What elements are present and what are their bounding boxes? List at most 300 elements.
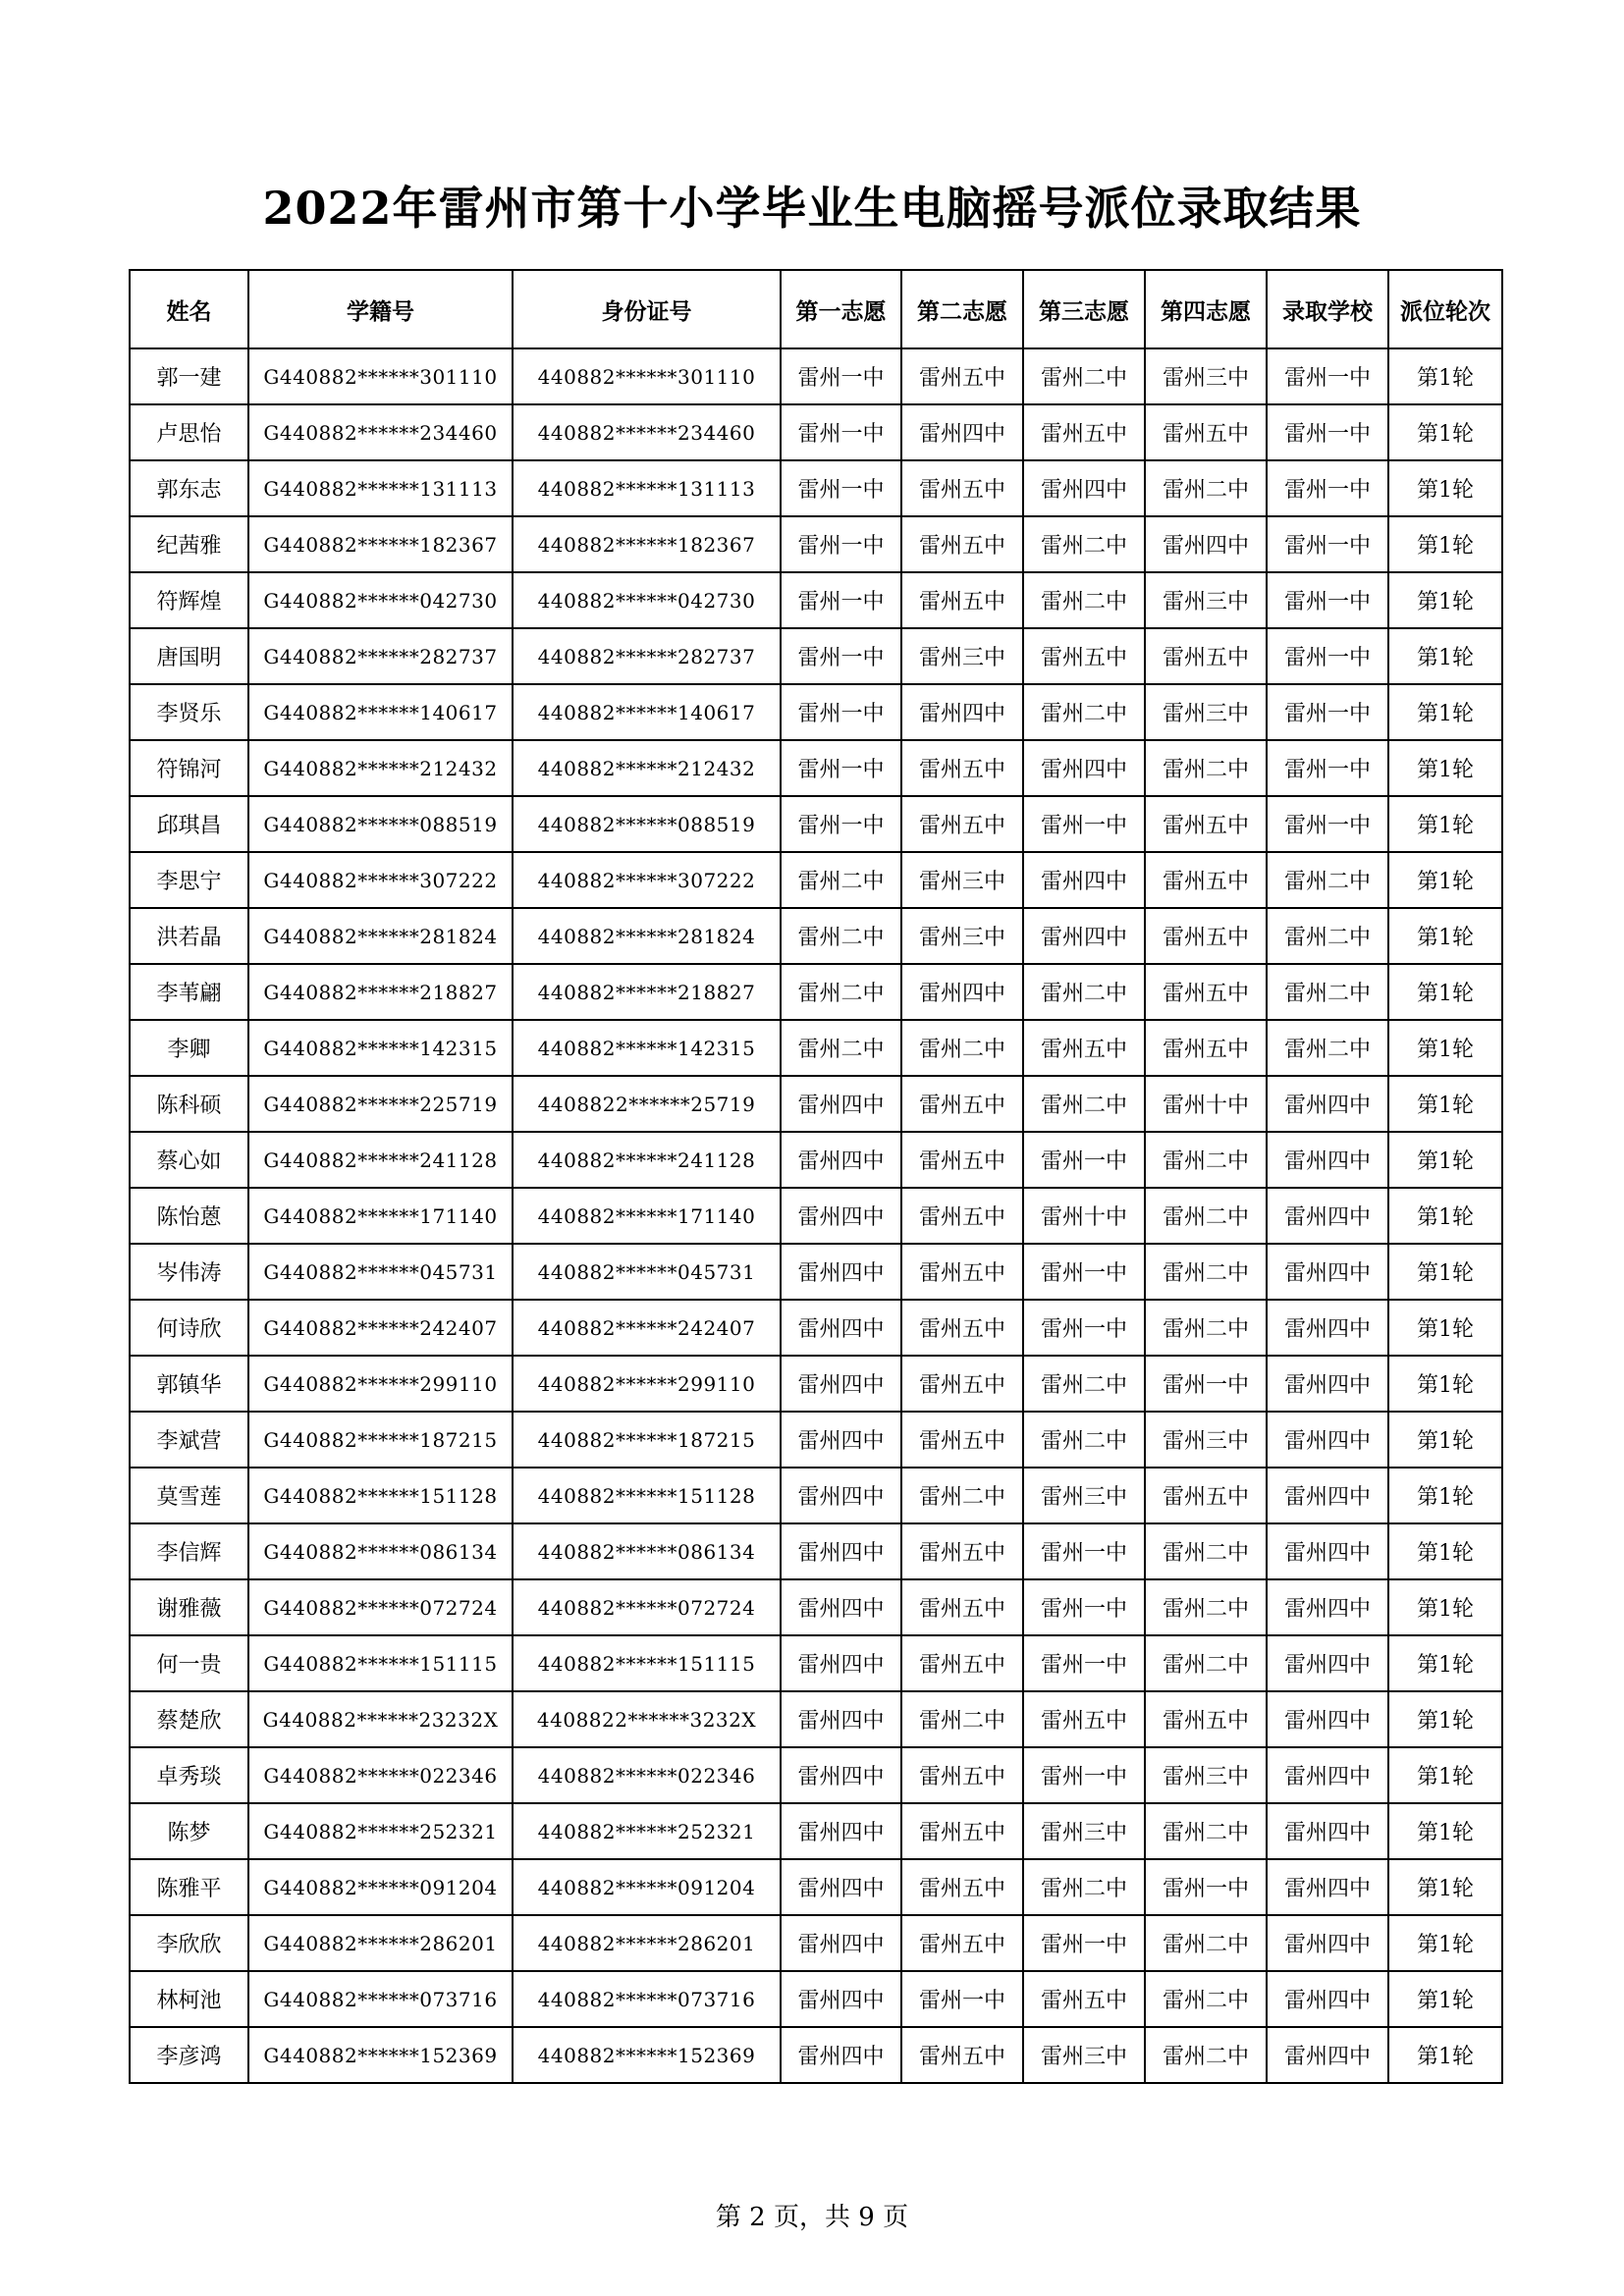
- table-row: [130, 1803, 1502, 1859]
- cell-choice-1: 雷州一中: [781, 460, 901, 516]
- cell-choice-4: 雷州四中: [1145, 516, 1267, 572]
- cell-admitted-school: 雷州一中: [1267, 348, 1388, 404]
- cell-choice-1: 雷州一中: [781, 740, 901, 796]
- cell-name: 郭东志: [130, 460, 248, 516]
- cell-choice-3: 雷州三中: [1023, 1803, 1145, 1859]
- cell-choice-1: 雷州四中: [781, 1971, 901, 2027]
- cell-name: 郭镇华: [130, 1356, 248, 1412]
- cell-student-id: G440882******088519: [248, 796, 513, 852]
- cell-student-id: G440882******23232X: [248, 1691, 513, 1747]
- table-body: [130, 348, 1502, 2083]
- cell-id-number: 440882******212432: [513, 740, 781, 796]
- cell-student-id: G440882******281824: [248, 908, 513, 964]
- cell-choice-4: 雷州五中: [1145, 1468, 1267, 1523]
- cell-round: 第1轮: [1388, 348, 1502, 404]
- table-row: [130, 1188, 1502, 1244]
- table-row: [130, 572, 1502, 628]
- table-row: [130, 2027, 1502, 2083]
- cell-id-number: 440882******151115: [513, 1635, 781, 1691]
- cell-admitted-school: 雷州四中: [1267, 1747, 1388, 1803]
- cell-student-id: G440882******022346: [248, 1747, 513, 1803]
- cell-choice-4: 雷州五中: [1145, 1691, 1267, 1747]
- cell-admitted-school: 雷州一中: [1267, 740, 1388, 796]
- cell-id-number: 440882******187215: [513, 1412, 781, 1468]
- cell-name: 谢雅薇: [130, 1579, 248, 1635]
- cell-choice-1: 雷州二中: [781, 852, 901, 908]
- cell-student-id: G440882******140617: [248, 684, 513, 740]
- cell-choice-2: 雷州五中: [901, 516, 1023, 572]
- cell-choice-2: 雷州五中: [901, 1635, 1023, 1691]
- cell-admitted-school: 雷州四中: [1267, 1076, 1388, 1132]
- cell-choice-3: 雷州五中: [1023, 404, 1145, 460]
- cell-choice-4: 雷州五中: [1145, 1020, 1267, 1076]
- cell-choice-4: 雷州十中: [1145, 1076, 1267, 1132]
- cell-id-number: 440882******242407: [513, 1300, 781, 1356]
- cell-choice-2: 雷州五中: [901, 796, 1023, 852]
- cell-choice-3: 雷州二中: [1023, 516, 1145, 572]
- cell-choice-4: 雷州三中: [1145, 1412, 1267, 1468]
- cell-choice-2: 雷州三中: [901, 628, 1023, 684]
- cell-choice-4: 雷州二中: [1145, 1803, 1267, 1859]
- cell-name: 蔡楚欣: [130, 1691, 248, 1747]
- cell-choice-1: 雷州四中: [781, 1803, 901, 1859]
- cell-name: 纪茜雅: [130, 516, 248, 572]
- cell-choice-4: 雷州二中: [1145, 1132, 1267, 1188]
- table-row: [130, 1132, 1502, 1188]
- cell-admitted-school: 雷州一中: [1267, 684, 1388, 740]
- cell-name: 邱琪昌: [130, 796, 248, 852]
- cell-choice-1: 雷州四中: [781, 1747, 901, 1803]
- cell-choice-1: 雷州一中: [781, 348, 901, 404]
- table-row: [130, 348, 1502, 404]
- cell-round: 第1轮: [1388, 572, 1502, 628]
- cell-admitted-school: 雷州四中: [1267, 1579, 1388, 1635]
- cell-id-number: 440882******307222: [513, 852, 781, 908]
- cell-name: 陈怡蒽: [130, 1188, 248, 1244]
- cell-admitted-school: 雷州四中: [1267, 1859, 1388, 1915]
- cell-admitted-school: 雷州四中: [1267, 1691, 1388, 1747]
- table-row: [130, 1859, 1502, 1915]
- table-row: [130, 796, 1502, 852]
- cell-name: 郭一建: [130, 348, 248, 404]
- table-row: [130, 1244, 1502, 1300]
- cell-admitted-school: 雷州四中: [1267, 1803, 1388, 1859]
- cell-name: 李斌营: [130, 1412, 248, 1468]
- cell-id-number: 440882******072724: [513, 1579, 781, 1635]
- cell-round: 第1轮: [1388, 740, 1502, 796]
- cell-id-number: 440882******086134: [513, 1523, 781, 1579]
- cell-student-id: G440882******142315: [248, 1020, 513, 1076]
- cell-choice-4: 雷州二中: [1145, 740, 1267, 796]
- cell-name: 卢思怡: [130, 404, 248, 460]
- cell-choice-2: 雷州五中: [901, 1244, 1023, 1300]
- cell-admitted-school: 雷州一中: [1267, 460, 1388, 516]
- table-row: [130, 1915, 1502, 1971]
- cell-admitted-school: 雷州四中: [1267, 1300, 1388, 1356]
- cell-student-id: G440882******152369: [248, 2027, 513, 2083]
- cell-student-id: G440882******242407: [248, 1300, 513, 1356]
- cell-choice-1: 雷州四中: [781, 1915, 901, 1971]
- cell-choice-3: 雷州一中: [1023, 1635, 1145, 1691]
- cell-id-number: 440882******088519: [513, 796, 781, 852]
- cell-round: 第1轮: [1388, 1412, 1502, 1468]
- cell-choice-1: 雷州一中: [781, 572, 901, 628]
- table-row: [130, 1747, 1502, 1803]
- cell-choice-4: 雷州三中: [1145, 1747, 1267, 1803]
- cell-name: 蔡心如: [130, 1132, 248, 1188]
- cell-round: 第1轮: [1388, 852, 1502, 908]
- cell-name: 何一贵: [130, 1635, 248, 1691]
- table-row: [130, 684, 1502, 740]
- cell-name: 陈雅平: [130, 1859, 248, 1915]
- cell-name: 林柯池: [130, 1971, 248, 2027]
- cell-choice-2: 雷州三中: [901, 908, 1023, 964]
- cell-choice-1: 雷州四中: [781, 1244, 901, 1300]
- cell-choice-2: 雷州五中: [901, 460, 1023, 516]
- table-row: [130, 852, 1502, 908]
- page-footer: 第 2 页，共 9 页: [715, 2203, 909, 2232]
- cell-choice-4: 雷州二中: [1145, 1635, 1267, 1691]
- cell-round: 第1轮: [1388, 964, 1502, 1020]
- cell-choice-4: 雷州二中: [1145, 1971, 1267, 2027]
- cell-id-number: 440882******140617: [513, 684, 781, 740]
- cell-choice-1: 雷州四中: [781, 1356, 901, 1412]
- table-row: [130, 1523, 1502, 1579]
- cell-choice-2: 雷州五中: [901, 572, 1023, 628]
- cell-choice-3: 雷州五中: [1023, 1971, 1145, 2027]
- cell-choice-1: 雷州四中: [781, 1132, 901, 1188]
- cell-student-id: G440882******072724: [248, 1579, 513, 1635]
- cell-choice-1: 雷州四中: [781, 1076, 901, 1132]
- cell-name: 唐国明: [130, 628, 248, 684]
- table-row: [130, 1468, 1502, 1523]
- cell-student-id: G440882******073716: [248, 1971, 513, 2027]
- cell-round: 第1轮: [1388, 2027, 1502, 2083]
- cell-choice-3: 雷州五中: [1023, 1020, 1145, 1076]
- cell-choice-3: 雷州二中: [1023, 1412, 1145, 1468]
- cell-choice-1: 雷州一中: [781, 516, 901, 572]
- cell-student-id: G440882******086134: [248, 1523, 513, 1579]
- cell-admitted-school: 雷州四中: [1267, 1971, 1388, 2027]
- cell-choice-3: 雷州二中: [1023, 964, 1145, 1020]
- cell-student-id: G440882******234460: [248, 404, 513, 460]
- cell-choice-3: 雷州五中: [1023, 1691, 1145, 1747]
- cell-choice-3: 雷州四中: [1023, 852, 1145, 908]
- cell-choice-2: 雷州五中: [901, 1915, 1023, 1971]
- cell-choice-4: 雷州二中: [1145, 1915, 1267, 1971]
- cell-id-number: 440882******131113: [513, 460, 781, 516]
- cell-name: 李信辉: [130, 1523, 248, 1579]
- cell-round: 第1轮: [1388, 796, 1502, 852]
- cell-id-number: 440882******152369: [513, 2027, 781, 2083]
- cell-choice-1: 雷州一中: [781, 796, 901, 852]
- cell-choice-2: 雷州五中: [901, 1747, 1023, 1803]
- cell-admitted-school: 雷州一中: [1267, 516, 1388, 572]
- cell-choice-2: 雷州五中: [901, 1188, 1023, 1244]
- cell-choice-3: 雷州一中: [1023, 1244, 1145, 1300]
- cell-choice-2: 雷州一中: [901, 1971, 1023, 2027]
- cell-id-number: 440882******022346: [513, 1747, 781, 1803]
- cell-name: 李贤乐: [130, 684, 248, 740]
- cell-name: 李欣欣: [130, 1915, 248, 1971]
- cell-choice-3: 雷州四中: [1023, 460, 1145, 516]
- cell-choice-2: 雷州五中: [901, 1132, 1023, 1188]
- column-header-student-id: 学籍号: [248, 270, 513, 348]
- cell-choice-3: 雷州一中: [1023, 796, 1145, 852]
- cell-admitted-school: 雷州四中: [1267, 1244, 1388, 1300]
- cell-round: 第1轮: [1388, 1523, 1502, 1579]
- column-header-choice-3: 第三志愿: [1023, 270, 1145, 348]
- cell-choice-2: 雷州二中: [901, 1020, 1023, 1076]
- cell-round: 第1轮: [1388, 1188, 1502, 1244]
- table-row: [130, 1635, 1502, 1691]
- cell-choice-4: 雷州二中: [1145, 2027, 1267, 2083]
- cell-choice-1: 雷州一中: [781, 404, 901, 460]
- cell-choice-4: 雷州五中: [1145, 404, 1267, 460]
- cell-choice-2: 雷州五中: [901, 1803, 1023, 1859]
- cell-student-id: G440882******252321: [248, 1803, 513, 1859]
- cell-name: 符辉煌: [130, 572, 248, 628]
- cell-admitted-school: 雷州二中: [1267, 908, 1388, 964]
- cell-choice-3: 雷州三中: [1023, 2027, 1145, 2083]
- cell-choice-4: 雷州二中: [1145, 460, 1267, 516]
- cell-student-id: G440882******187215: [248, 1412, 513, 1468]
- cell-choice-3: 雷州一中: [1023, 1579, 1145, 1635]
- cell-admitted-school: 雷州四中: [1267, 1523, 1388, 1579]
- table-row: [130, 460, 1502, 516]
- cell-choice-4: 雷州二中: [1145, 1579, 1267, 1635]
- cell-student-id: G440882******151115: [248, 1635, 513, 1691]
- cell-round: 第1轮: [1388, 1915, 1502, 1971]
- cell-choice-2: 雷州五中: [901, 1300, 1023, 1356]
- cell-student-id: G440882******182367: [248, 516, 513, 572]
- cell-admitted-school: 雷州四中: [1267, 1412, 1388, 1468]
- cell-student-id: G440882******151128: [248, 1468, 513, 1523]
- cell-choice-4: 雷州二中: [1145, 1188, 1267, 1244]
- cell-name: 莫雪莲: [130, 1468, 248, 1523]
- cell-student-id: G440882******286201: [248, 1915, 513, 1971]
- cell-id-number: 440882******252321: [513, 1803, 781, 1859]
- cell-choice-1: 雷州四中: [781, 2027, 901, 2083]
- cell-student-id: G440882******218827: [248, 964, 513, 1020]
- table-row: [130, 1412, 1502, 1468]
- cell-choice-1: 雷州四中: [781, 1300, 901, 1356]
- header-row: [130, 270, 1502, 348]
- cell-id-number: 440882******073716: [513, 1971, 781, 2027]
- cell-name: 符锦河: [130, 740, 248, 796]
- cell-name: 岑伟涛: [130, 1244, 248, 1300]
- cell-choice-3: 雷州十中: [1023, 1188, 1145, 1244]
- cell-id-number: 440882******234460: [513, 404, 781, 460]
- cell-choice-3: 雷州二中: [1023, 1076, 1145, 1132]
- cell-choice-1: 雷州四中: [781, 1188, 901, 1244]
- cell-round: 第1轮: [1388, 1076, 1502, 1132]
- cell-choice-4: 雷州五中: [1145, 964, 1267, 1020]
- cell-id-number: 440882******282737: [513, 628, 781, 684]
- cell-choice-4: 雷州二中: [1145, 1244, 1267, 1300]
- table-row: [130, 740, 1502, 796]
- cell-id-number: 440882******042730: [513, 572, 781, 628]
- cell-choice-2: 雷州五中: [901, 1076, 1023, 1132]
- cell-id-number: 440882******142315: [513, 1020, 781, 1076]
- column-header-id-number: 身份证号: [513, 270, 781, 348]
- cell-choice-3: 雷州二中: [1023, 1356, 1145, 1412]
- cell-student-id: G440882******131113: [248, 460, 513, 516]
- cell-choice-1: 雷州二中: [781, 1020, 901, 1076]
- cell-admitted-school: 雷州一中: [1267, 572, 1388, 628]
- cell-choice-3: 雷州三中: [1023, 1468, 1145, 1523]
- cell-admitted-school: 雷州四中: [1267, 1188, 1388, 1244]
- cell-round: 第1轮: [1388, 1020, 1502, 1076]
- cell-choice-4: 雷州二中: [1145, 1300, 1267, 1356]
- table-row: [130, 1300, 1502, 1356]
- cell-round: 第1轮: [1388, 1859, 1502, 1915]
- cell-student-id: G440882******045731: [248, 1244, 513, 1300]
- cell-choice-2: 雷州五中: [901, 1579, 1023, 1635]
- cell-choice-1: 雷州四中: [781, 1691, 901, 1747]
- cell-round: 第1轮: [1388, 1803, 1502, 1859]
- cell-round: 第1轮: [1388, 684, 1502, 740]
- cell-student-id: G440882******241128: [248, 1132, 513, 1188]
- cell-id-number: 440882******286201: [513, 1915, 781, 1971]
- cell-choice-3: 雷州一中: [1023, 1523, 1145, 1579]
- cell-choice-1: 雷州四中: [781, 1412, 901, 1468]
- cell-admitted-school: 雷州一中: [1267, 404, 1388, 460]
- cell-round: 第1轮: [1388, 1468, 1502, 1523]
- cell-id-number: 440882******281824: [513, 908, 781, 964]
- cell-choice-2: 雷州四中: [901, 404, 1023, 460]
- cell-choice-4: 雷州三中: [1145, 684, 1267, 740]
- cell-choice-3: 雷州一中: [1023, 1747, 1145, 1803]
- table-row: [130, 1356, 1502, 1412]
- cell-id-number: 440882******091204: [513, 1859, 781, 1915]
- cell-id-number: 440882******151128: [513, 1468, 781, 1523]
- column-header-choice-4: 第四志愿: [1145, 270, 1267, 348]
- cell-choice-3: 雷州一中: [1023, 1300, 1145, 1356]
- cell-choice-4: 雷州一中: [1145, 1356, 1267, 1412]
- cell-choice-4: 雷州二中: [1145, 1523, 1267, 1579]
- cell-id-number: 440882******045731: [513, 1244, 781, 1300]
- cell-admitted-school: 雷州四中: [1267, 1132, 1388, 1188]
- cell-name: 陈梦: [130, 1803, 248, 1859]
- cell-choice-1: 雷州一中: [781, 684, 901, 740]
- table-row: [130, 908, 1502, 964]
- cell-choice-4: 雷州五中: [1145, 628, 1267, 684]
- cell-round: 第1轮: [1388, 628, 1502, 684]
- cell-round: 第1轮: [1388, 1579, 1502, 1635]
- cell-choice-2: 雷州四中: [901, 964, 1023, 1020]
- cell-name: 陈科硕: [130, 1076, 248, 1132]
- cell-admitted-school: 雷州四中: [1267, 1915, 1388, 1971]
- cell-round: 第1轮: [1388, 460, 1502, 516]
- cell-admitted-school: 雷州二中: [1267, 1020, 1388, 1076]
- cell-choice-2: 雷州五中: [901, 2027, 1023, 2083]
- cell-student-id: G440882******301110: [248, 348, 513, 404]
- cell-admitted-school: 雷州四中: [1267, 1635, 1388, 1691]
- table-row: [130, 964, 1502, 1020]
- cell-admitted-school: 雷州二中: [1267, 964, 1388, 1020]
- cell-student-id: G440882******307222: [248, 852, 513, 908]
- cell-choice-2: 雷州四中: [901, 684, 1023, 740]
- table-row: [130, 628, 1502, 684]
- cell-name: 李彦鸿: [130, 2027, 248, 2083]
- cell-id-number: 440882******299110: [513, 1356, 781, 1412]
- cell-choice-1: 雷州二中: [781, 908, 901, 964]
- cell-choice-3: 雷州四中: [1023, 740, 1145, 796]
- cell-student-id: G440882******091204: [248, 1859, 513, 1915]
- cell-id-number: 440882******218827: [513, 964, 781, 1020]
- cell-round: 第1轮: [1388, 404, 1502, 460]
- cell-round: 第1轮: [1388, 1691, 1502, 1747]
- cell-choice-2: 雷州二中: [901, 1691, 1023, 1747]
- column-header-round: 派位轮次: [1388, 270, 1502, 348]
- cell-choice-4: 雷州五中: [1145, 908, 1267, 964]
- table-row: [130, 1691, 1502, 1747]
- cell-student-id: G440882******225719: [248, 1076, 513, 1132]
- cell-id-number: 440882******171140: [513, 1188, 781, 1244]
- cell-choice-3: 雷州五中: [1023, 628, 1145, 684]
- cell-choice-1: 雷州二中: [781, 964, 901, 1020]
- cell-name: 卓秀琰: [130, 1747, 248, 1803]
- cell-student-id: G440882******042730: [248, 572, 513, 628]
- cell-choice-1: 雷州四中: [781, 1579, 901, 1635]
- table-row: [130, 1020, 1502, 1076]
- table-row: [130, 1971, 1502, 2027]
- cell-choice-4: 雷州三中: [1145, 572, 1267, 628]
- table-row: [130, 404, 1502, 460]
- cell-name: 何诗欣: [130, 1300, 248, 1356]
- cell-round: 第1轮: [1388, 1356, 1502, 1412]
- cell-id-number: 4408822******3232X: [513, 1691, 781, 1747]
- cell-admitted-school: 雷州一中: [1267, 796, 1388, 852]
- cell-round: 第1轮: [1388, 1635, 1502, 1691]
- cell-choice-3: 雷州四中: [1023, 908, 1145, 964]
- column-header-name: 姓名: [130, 270, 248, 348]
- cell-student-id: G440882******212432: [248, 740, 513, 796]
- cell-choice-2: 雷州五中: [901, 740, 1023, 796]
- cell-choice-1: 雷州一中: [781, 628, 901, 684]
- cell-id-number: 440882******182367: [513, 516, 781, 572]
- cell-choice-3: 雷州一中: [1023, 1915, 1145, 1971]
- cell-name: 李苇翩: [130, 964, 248, 1020]
- cell-admitted-school: 雷州四中: [1267, 1356, 1388, 1412]
- cell-admitted-school: 雷州四中: [1267, 1468, 1388, 1523]
- cell-round: 第1轮: [1388, 1300, 1502, 1356]
- cell-choice-2: 雷州五中: [901, 348, 1023, 404]
- cell-choice-2: 雷州五中: [901, 1356, 1023, 1412]
- cell-admitted-school: 雷州四中: [1267, 2027, 1388, 2083]
- cell-choice-2: 雷州三中: [901, 852, 1023, 908]
- results-table: [129, 269, 1503, 2084]
- cell-round: 第1轮: [1388, 1747, 1502, 1803]
- cell-choice-2: 雷州五中: [901, 1523, 1023, 1579]
- cell-choice-3: 雷州二中: [1023, 684, 1145, 740]
- cell-round: 第1轮: [1388, 1244, 1502, 1300]
- cell-choice-3: 雷州一中: [1023, 1132, 1145, 1188]
- cell-admitted-school: 雷州二中: [1267, 852, 1388, 908]
- cell-round: 第1轮: [1388, 1971, 1502, 2027]
- cell-choice-2: 雷州五中: [901, 1859, 1023, 1915]
- cell-student-id: G440882******299110: [248, 1356, 513, 1412]
- cell-choice-1: 雷州四中: [781, 1523, 901, 1579]
- cell-round: 第1轮: [1388, 516, 1502, 572]
- cell-id-number: 4408822******25719: [513, 1076, 781, 1132]
- cell-student-id: G440882******171140: [248, 1188, 513, 1244]
- cell-choice-4: 雷州五中: [1145, 796, 1267, 852]
- column-header-admitted-school: 录取学校: [1267, 270, 1388, 348]
- table-row: [130, 516, 1502, 572]
- cell-name: 洪若晶: [130, 908, 248, 964]
